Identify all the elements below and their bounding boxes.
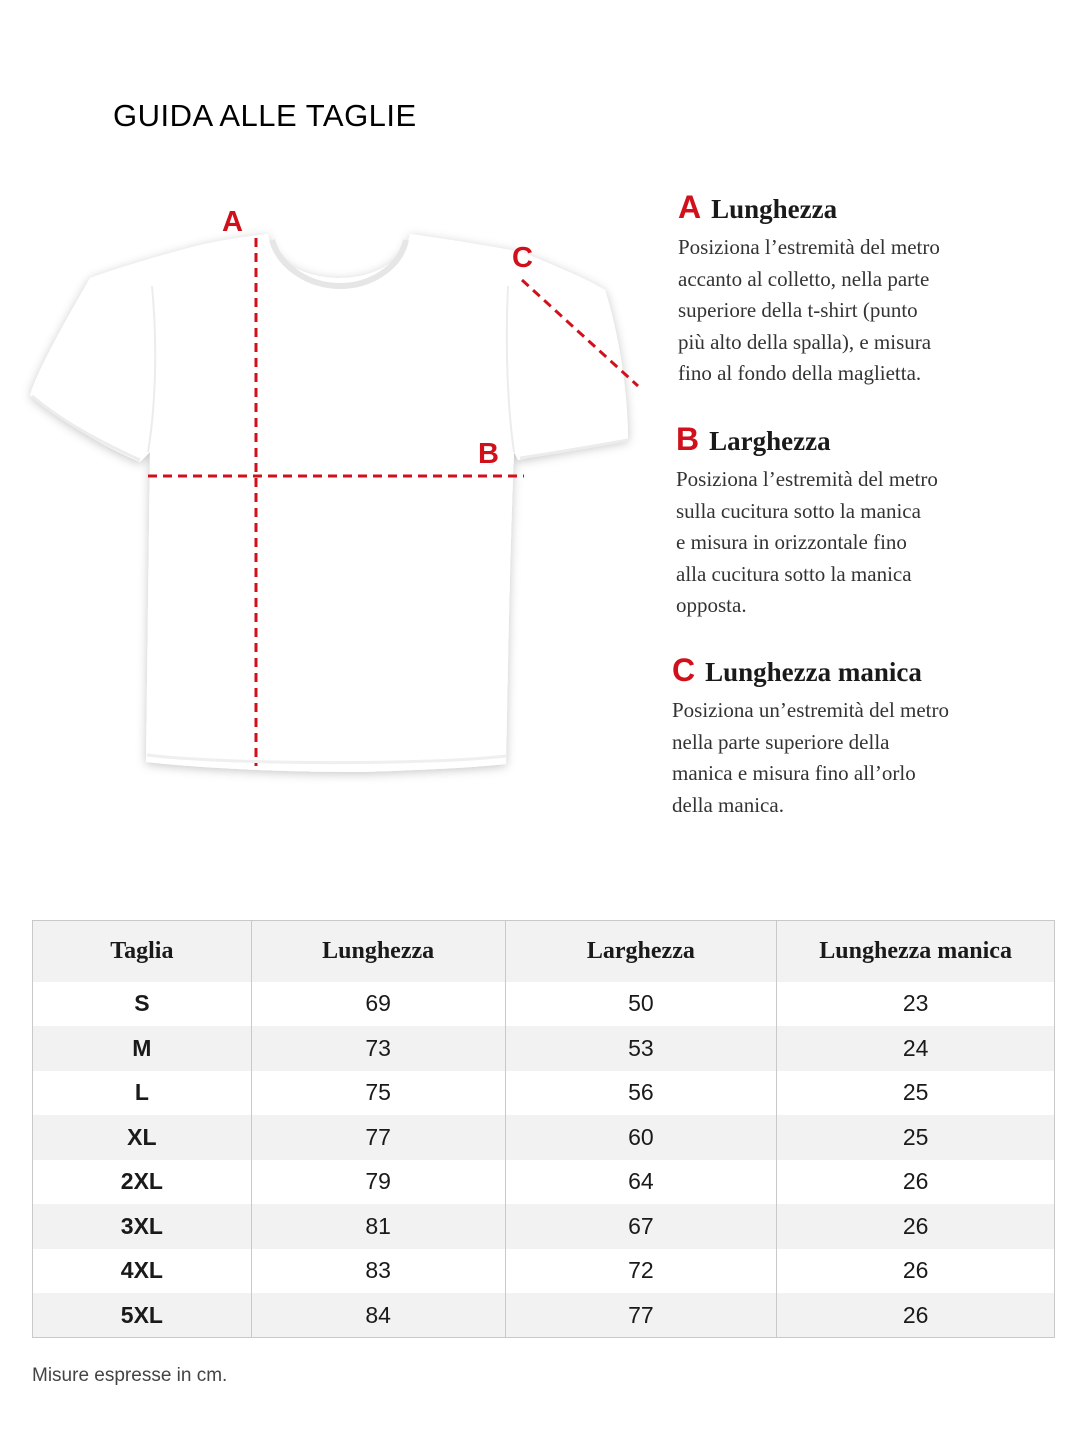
text-line: nella parte superiore della — [672, 729, 890, 754]
sleeve-cell: 26 — [777, 1204, 1055, 1249]
width-cell: 50 — [505, 982, 777, 1027]
table-row — [33, 982, 1055, 1027]
table-row — [33, 1026, 1055, 1071]
text-line: Posiziona l’estremità del metro — [678, 235, 940, 259]
header-sleeve: Lunghezza manica — [777, 921, 1055, 982]
size-cell: M — [33, 1026, 252, 1071]
width-cell: 60 — [505, 1115, 777, 1160]
label-a: A — [222, 206, 243, 238]
sleeve-cell: 26 — [777, 1249, 1055, 1294]
instruction-letter: B — [676, 421, 700, 457]
table-row — [33, 1249, 1055, 1294]
text-line: superiore della t-shirt (punto — [678, 298, 918, 322]
width-cell: 77 — [505, 1293, 777, 1338]
header-width: Larghezza — [505, 921, 777, 982]
instruction-letter: C — [672, 652, 696, 688]
tshirt-diagram — [0, 190, 660, 790]
sleeve-cell: 25 — [777, 1071, 1055, 1116]
text-line: accanto al colletto, nella parte — [678, 266, 930, 291]
instruction-title: Larghezza — [709, 426, 831, 456]
size-cell: 5XL — [33, 1293, 252, 1338]
length-cell: 84 — [251, 1293, 505, 1338]
width-cell: 53 — [505, 1026, 777, 1071]
footnote: Misure espresse in cm. — [32, 1365, 228, 1386]
label-b: B — [478, 438, 499, 470]
size-cell: 2XL — [120, 1168, 163, 1195]
header-length: Lunghezza — [251, 921, 505, 982]
text-line: manica e misura fino all’orlo — [672, 761, 916, 785]
text-line: alla cucitura sotto la manica — [676, 561, 912, 586]
text-line: fino al fondo della maglietta. — [678, 361, 922, 385]
length-cell: 77 — [251, 1115, 505, 1160]
instruction-length — [678, 189, 1058, 390]
size-cell: XL — [33, 1115, 252, 1160]
text-line: Posiziona un’estremità del metro — [672, 698, 950, 722]
size-cell: 3XL — [33, 1204, 252, 1249]
text-line: più alto della spalla), e misura — [678, 329, 932, 354]
tshirt-illustration — [0, 190, 660, 790]
instruction-width — [676, 421, 1056, 622]
table-row — [33, 1071, 1055, 1116]
instruction-text — [676, 464, 1056, 622]
sleeve-cell: 25 — [777, 1115, 1055, 1160]
sleeve-cell: 26 — [777, 1293, 1055, 1338]
sleeve-cell: 26 — [777, 1160, 1055, 1205]
sleeve-cell: 23 — [777, 982, 1055, 1027]
size-table — [32, 920, 1055, 1338]
table-header-row — [33, 921, 1055, 982]
header-size: Taglia — [33, 921, 252, 982]
width-cell: 56 — [505, 1071, 777, 1116]
size-cell: 4XL — [120, 1257, 163, 1284]
text-line: della manica. — [672, 792, 784, 817]
text-line: e misura in orizzontale fino — [676, 530, 907, 554]
length-cell: 79 — [251, 1160, 505, 1205]
table-row — [33, 1293, 1055, 1338]
instruction-sleeve — [672, 652, 1052, 821]
page-title: GUIDA ALLE TAGLIE — [113, 98, 417, 133]
tshirt-body — [30, 234, 628, 772]
text-line: opposta. — [676, 593, 747, 617]
width-cell: 64 — [505, 1160, 777, 1205]
size-cell: L — [134, 1079, 149, 1106]
width-cell: 72 — [505, 1249, 777, 1294]
instruction-title: Lunghezza — [711, 194, 838, 224]
size-cell: S — [134, 990, 150, 1017]
table-row — [33, 1160, 1055, 1205]
text-line: sulla cucitura sotto la manica — [676, 498, 921, 523]
length-cell: 81 — [251, 1204, 505, 1249]
sleeve-cell: 24 — [777, 1026, 1055, 1071]
instruction-text — [678, 232, 1058, 390]
length-cell: 83 — [251, 1249, 505, 1294]
text-line: Posiziona l’estremità del metro — [676, 467, 938, 491]
table-row — [33, 1115, 1055, 1160]
instruction-title: Lunghezza manica — [705, 657, 922, 687]
instruction-text — [672, 695, 1052, 821]
table-row — [33, 1204, 1055, 1249]
length-cell: 75 — [251, 1071, 505, 1116]
width-cell: 67 — [505, 1204, 777, 1249]
instruction-letter: A — [678, 189, 702, 225]
label-c: C — [512, 242, 533, 274]
length-cell: 73 — [251, 1026, 505, 1071]
length-cell: 69 — [251, 982, 505, 1027]
